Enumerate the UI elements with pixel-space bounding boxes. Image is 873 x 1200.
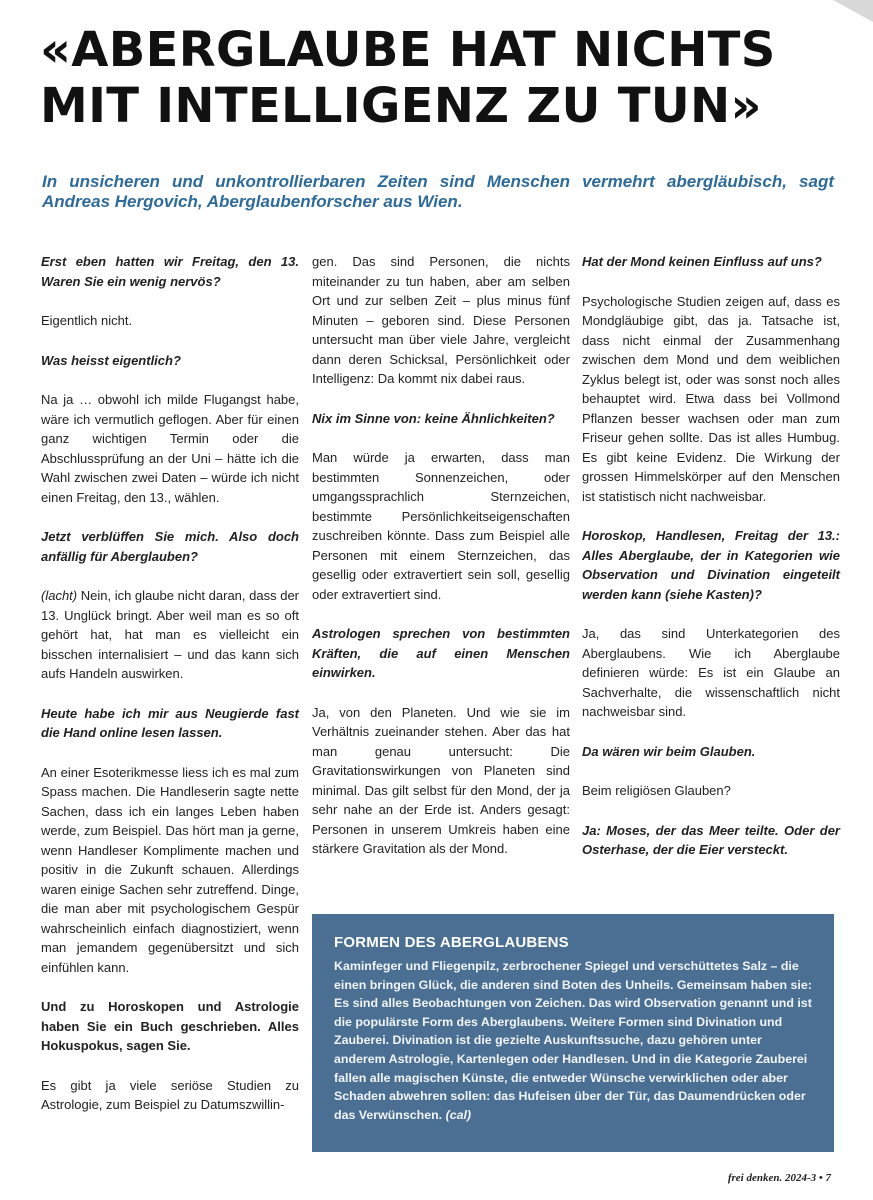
interview-question: Erst eben hatten wir Freitag, den 13. Waren Sie ein wenig nervös? [41,254,299,289]
answer-text: Nein, ich glaube nicht daran, dass der 13. Unglück bringt. Aber weil man es so oft gehört hat, hat man es vielleicht ein bisschen internalisiert – und das kann sich aufs Handeln auswirken. [41,588,299,681]
interview-question: Da wären wir beim Glauben. [582,743,756,759]
interview-answer [41,586,299,684]
interview-answer: Man würde ja erwarten, dass man bestimmten Sonnenzeichen, oder umgangssprachlich Sternzeichen, bestimmte Persönlichkeitseigenschaften zuschreiben könnte. Dass zum Beispiel alle Personen mit einem Sternzeichen, das gesellig oder extravertiert sein soll, gesellig oder extravertiert sind. [312,450,570,602]
interview-answer: Es gibt ja viele seriöse Studien zu Astrologie, zum Beispiel zu Datumszwillin- [41,1077,299,1112]
author-credit: (cal) [445,1107,472,1122]
interview-question: Nix im Sinne von: keine Ähnlichkeiten? [312,410,555,426]
info-box-text [334,957,814,1124]
page-corner-fold [833,0,873,22]
page-headline: «ABERGLAUBE HAT NICHTS MIT INTELLIGENZ ZU TUN» [40,22,776,134]
interview-answer: Na ja … obwohl ich milde Flugangst habe, wäre ich vermutlich geflogen. Aber für einen ganz wichtigen Termin oder die Abschlussprüfung an der Uni – hätte ich die Wahl zwischen zwei Daten – würde ich nicht einen Freitag, den 13., wählen. [41,392,299,505]
article-lead: In unsicheren und unkontrollierbaren Zeiten sind Menschen vermehrt abergläubisch, sagt Andreas Hergovich, Aberglaubenforscher aus Wien. [42,172,834,211]
interview-answer: Ja, das sind Unterkategorien des Aberglaubens. Wie ich Aberglaube definieren würde: Es ist ein Glaube an Sachverhalte, die wissenschaftlich nicht nachweisbar sind. [582,626,840,719]
interview-question: Was heisst eigentlich? [41,352,181,368]
interview-question: Hat der Mond keinen Einfluss auf uns? [582,254,822,269]
interview-question: Astrologen sprechen von bestimmten Kräften, die auf einen Menschen einwirken. [312,626,570,680]
interview-answer: Ja, von den Planeten. Und wie sie im Verhältnis zueinander stehen. Aber das hat man genau untersucht: Die Gravitationswirkungen von Planeten sind minimal. Das gilt selbst für den Mond, der ja sehr nahe an der Erde ist. Anders gesagt: Personen in unserem Umkreis haben eine stärkere Gravitation als der Mond. [312,704,570,856]
interview-answer: Beim religiösen Glauben? [582,783,731,798]
interview-answer: An einer Esoterikmesse liess ich es mal zum Spass machen. Die Handleserin sagte nette Sachen, dass ich ein langes Leben haben werde, zum Beispiel. Das hört man ja gerne, wenn Handleser Komplimente machen und positiv in die Zukunft schauen. Allerdings waren einige Sachen sehr zutreffend. Dinge, die man aber mit psychologischem Gespür wahrscheinlich einfach diagnostiziert, wenn man jemandem gegenübersitzt und sich einfühlen kann. [41,764,299,975]
column-3 [582,252,840,880]
info-box-body: Kaminfeger und Fliegenpilz, zerbrochener Spiegel und verschüttetes Salz – die einen bringen Glück, die anderen sind Boten des Unheils. Gemeinsam haben sie: Es sind alles Beobachtungen von Zeichen. Das wird Observation genannt und ist die populärste Form des Aberglaubens. Weitere Formen sind Divination und Zauberei. Divination ist die gezielte Auskunftssuche, dazu gehören unter anderem Astrologie, Kartenlegen oder Handlesen. Und in die Kategorie Zauberei fallen alle magischen Künste, die entweder Wünsche verwirklichen oder aber Schaden abwehren sollen: das Hufeisen über der Tür, das Daumendrücken oder das Verwünschen. [334,959,812,1122]
interview-question: Heute habe ich mir aus Neugierde fast die Hand online lesen lassen. [41,705,299,740]
info-box-title: FORMEN DES ABERGLAUBENS [334,934,569,951]
interview-answer: Eigentlich nicht. [41,313,133,328]
stage-direction: (lacht) [41,588,78,603]
interview-question: Ja: Moses, der das Meer teilte. Oder der Osterhase, der die Eier versteckt. [582,822,840,857]
interview-answer: Psychologische Studien zeigen auf, dass es Mondgläubige gibt, das ja. Tatsache ist, dass nicht einmal der Zusammenhang zwischen dem Mond und dem weiblichen Zyklus belegt ist, oder was sonst noch alles behauptet wird. Etwa dass bei Vollmond Pflanzen besser wachsen oder man zum Friseur gehen sollte. Das ist alles Humbug. Es gibt keine Evidenz. Die Wirkung der grossen Himmelskörper auf den Menschen ist statistisch nicht nachweisbar. [582,293,840,504]
info-box [312,914,834,1152]
page-footer: frei denken. 2024-3 • 7 [727,1172,831,1184]
column-2 [312,252,570,879]
interview-question: Jetzt verblüffen Sie mich. Also doch anfällig für Aberglauben? [41,529,299,564]
column-1 [41,252,299,1135]
interview-answer: gen. Das sind Personen, die nichts miteinander zu tun haben, aber am selben Ort und zur selben Zeit – plus minus fünf Minuten – geboren sind. Diese Personen untersucht man über viele Jahre, vergleicht dann deren Schicksal, Persönlichkeit oder Intelligenz: Da kommt nix dabei raus. [312,254,570,386]
interview-question: Und zu Horoskopen und Astrologie haben Sie ein Buch geschrieben. Alles Hokuspokus, sagen Sie. [41,999,299,1053]
interview-question: Horoskop, Handlesen, Freitag der 13.: Alles Aberglaube, der in Kategorien wie Observation und Divination eingeteilt werden kann (siehe Kasten)? [582,528,840,602]
